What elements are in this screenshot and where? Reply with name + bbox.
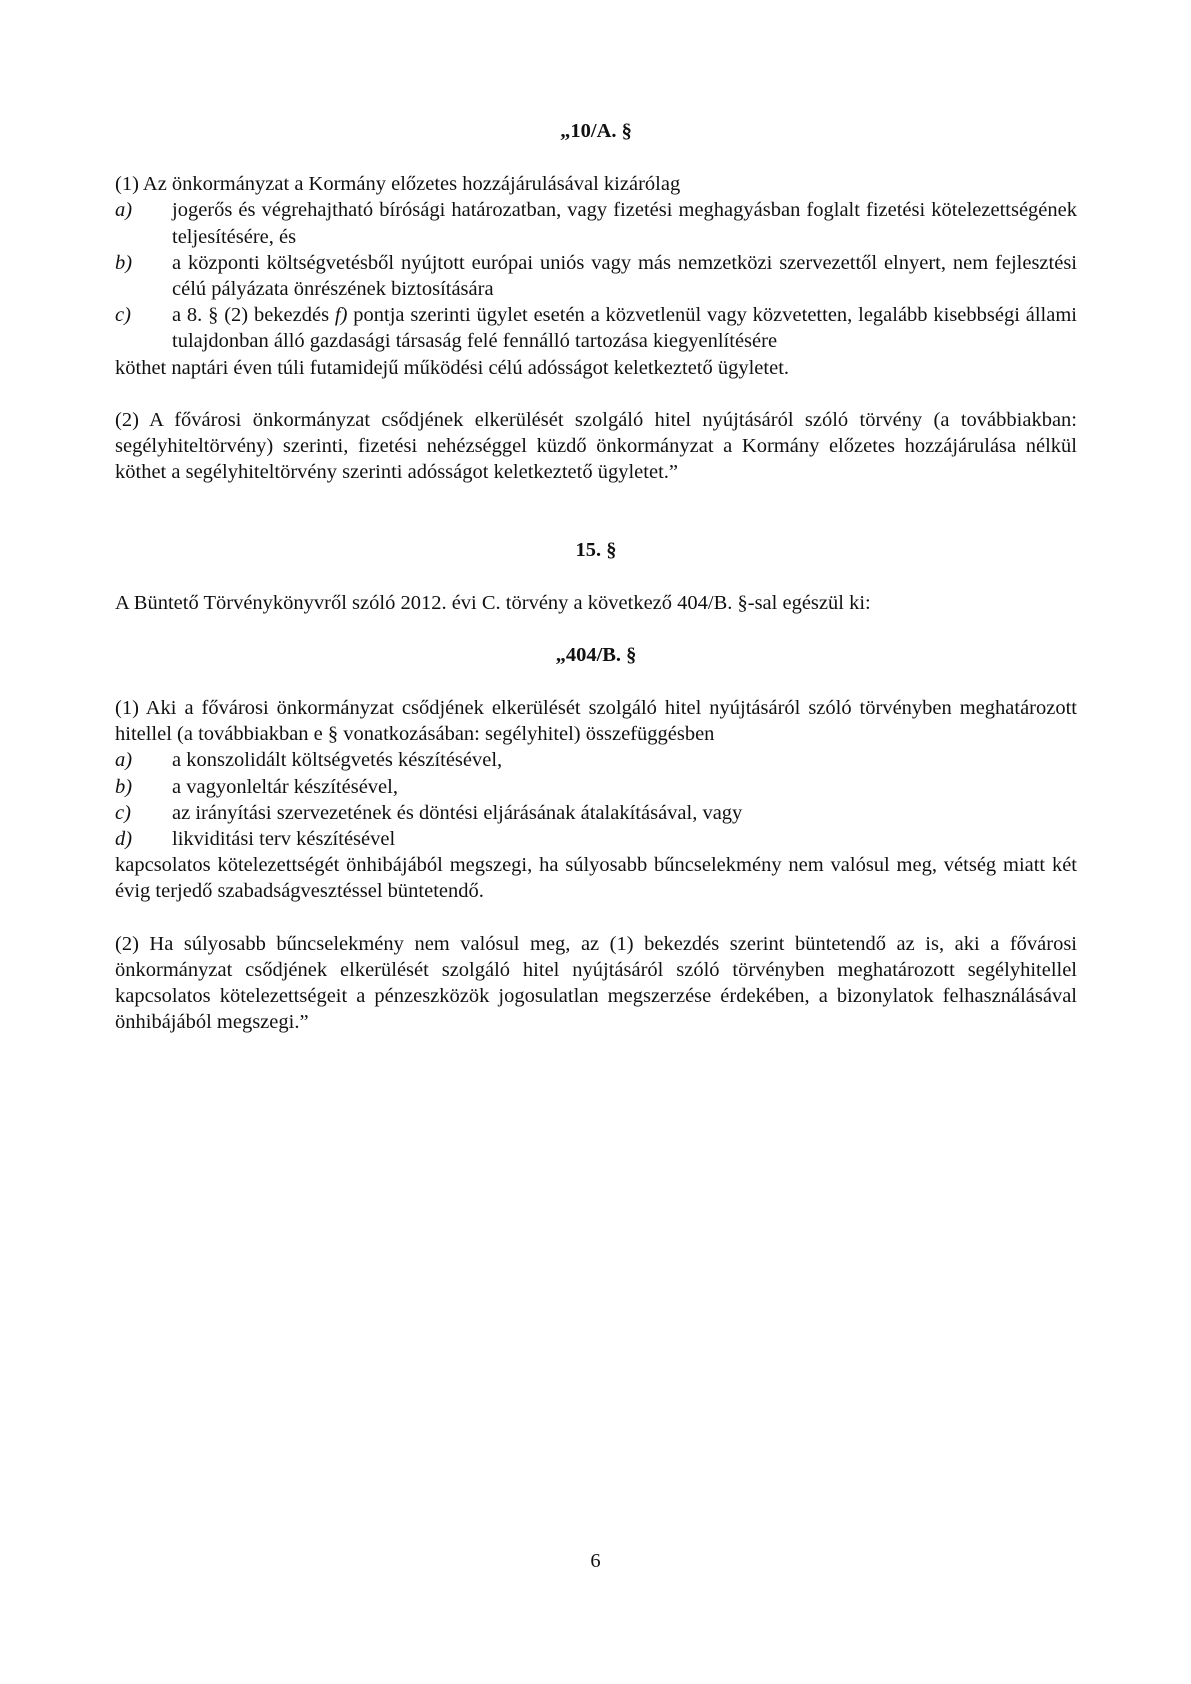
paragraph-15-intro: A Büntető Törvénykönyvről szóló 2012. évi C. törvény a következő 404/B. §-sal egészül ki: [115, 591, 871, 614]
list-label: b) [115, 251, 133, 274]
paragraph-404b-1-intro: (1) Aki a fővárosi önkormányzat csődjének elkerülését szolgáló hitel nyújtásáról szóló törvényben meghatározott hitellel (a továbbiakban e § vonatkozásában: segélyhitel) összefüggésben [115, 697, 1077, 746]
list-text-italic: f) [334, 304, 348, 327]
section-heading-10a: „10/A. § [560, 120, 632, 142]
list-text [172, 304, 1077, 352]
list-label: c) [115, 801, 131, 824]
list-text: a központi költségvetésből nyújtott európai uniós vagy más nemzetközi szervezettől elnyert, nem fejlesztési célú pályázata önrészének biztosítására [172, 251, 1077, 301]
list-text: a vagyonleltár készítésével, [172, 775, 398, 798]
page-number: 6 [590, 1550, 601, 1572]
list-text-part: pontja szerinti ügylet esetén a közvetlenül vagy közvetetten, legalább kisebbségi állami tulajdonban álló gazdasági társaság felé fennálló tartozása kiegyenlítésére [172, 304, 1077, 353]
list-label: c) [115, 304, 131, 327]
list-label: a) [115, 749, 133, 772]
document-page [115, 118, 1077, 1035]
paragraph-10a-1-closing: köthet naptári éven túli futamidejű működési célú adósságot keletkeztető ügyletet. [115, 356, 790, 379]
list-label: d) [115, 828, 133, 851]
paragraph-10a-2: (2) A fővárosi önkormányzat csődjének elkerülését szolgáló hitel nyújtásáról szóló törvény (a továbbiakban: segélyhiteltörvény) szerinti, fizetési nehézséggel küzdő önkormányzat a Kormány előzetes hozzájárulása nélkül köthet a segélyhiteltörvény szerinti adósságot keletkeztető ügyletet.” [115, 408, 1077, 484]
list-label: a) [115, 199, 133, 222]
list-text: az irányítási szervezetének és döntési eljárásának átalakításával, vagy [172, 801, 743, 824]
paragraph-404b-2: (2) Ha súlyosabb bűncselekmény nem valósul meg, az (1) bekezdés szerint büntetendő az is, aki a fővárosi önkormányzat csődjének elkerülését szolgáló hitel nyújtásáról szóló törvényben meghatározott segélyhitellel kapcsolatos kötelezettségeit a pénzeszközök jogosulatlan megszerzése érdekében, a bizonylatok felhasználásával önhibájából megszegi.” [115, 932, 1077, 1034]
list-item-10a-b [115, 250, 1077, 302]
list-item-10a-c [115, 302, 1077, 354]
list-item-404b-b [115, 774, 1077, 800]
list-text: a konszolidált költségvetés készítésével, [172, 749, 503, 772]
list-item-10a-a [115, 197, 1077, 249]
list-text: jogerős és végrehajtható bírósági határozatban, vagy fizetési meghagyásban foglalt fizetési kötelezettségének teljesítésére, és [172, 199, 1077, 248]
list-item-404b-d [115, 826, 1077, 852]
list-label: b) [115, 775, 133, 798]
list-item-404b-c [115, 800, 1077, 826]
section-heading-15: 15. § [575, 539, 617, 562]
section-heading-404b: „404/B. § [555, 643, 637, 666]
list-text-part: a 8. § (2) bekezdés [172, 304, 335, 327]
list-item-404b-a [115, 747, 1077, 773]
paragraph-404b-1-closing: kapcsolatos kötelezettségét önhibájából megszegi, ha súlyosabb bűncselekmény nem valósul meg, vétség miatt két évig terjedő szabadságvesztéssel büntetendő. [115, 854, 1077, 903]
list-text: likviditási terv készítésével [172, 828, 396, 851]
paragraph-10a-1-intro: (1) Az önkormányzat a Kormány előzetes hozzájárulásával kizárólag [115, 173, 681, 196]
